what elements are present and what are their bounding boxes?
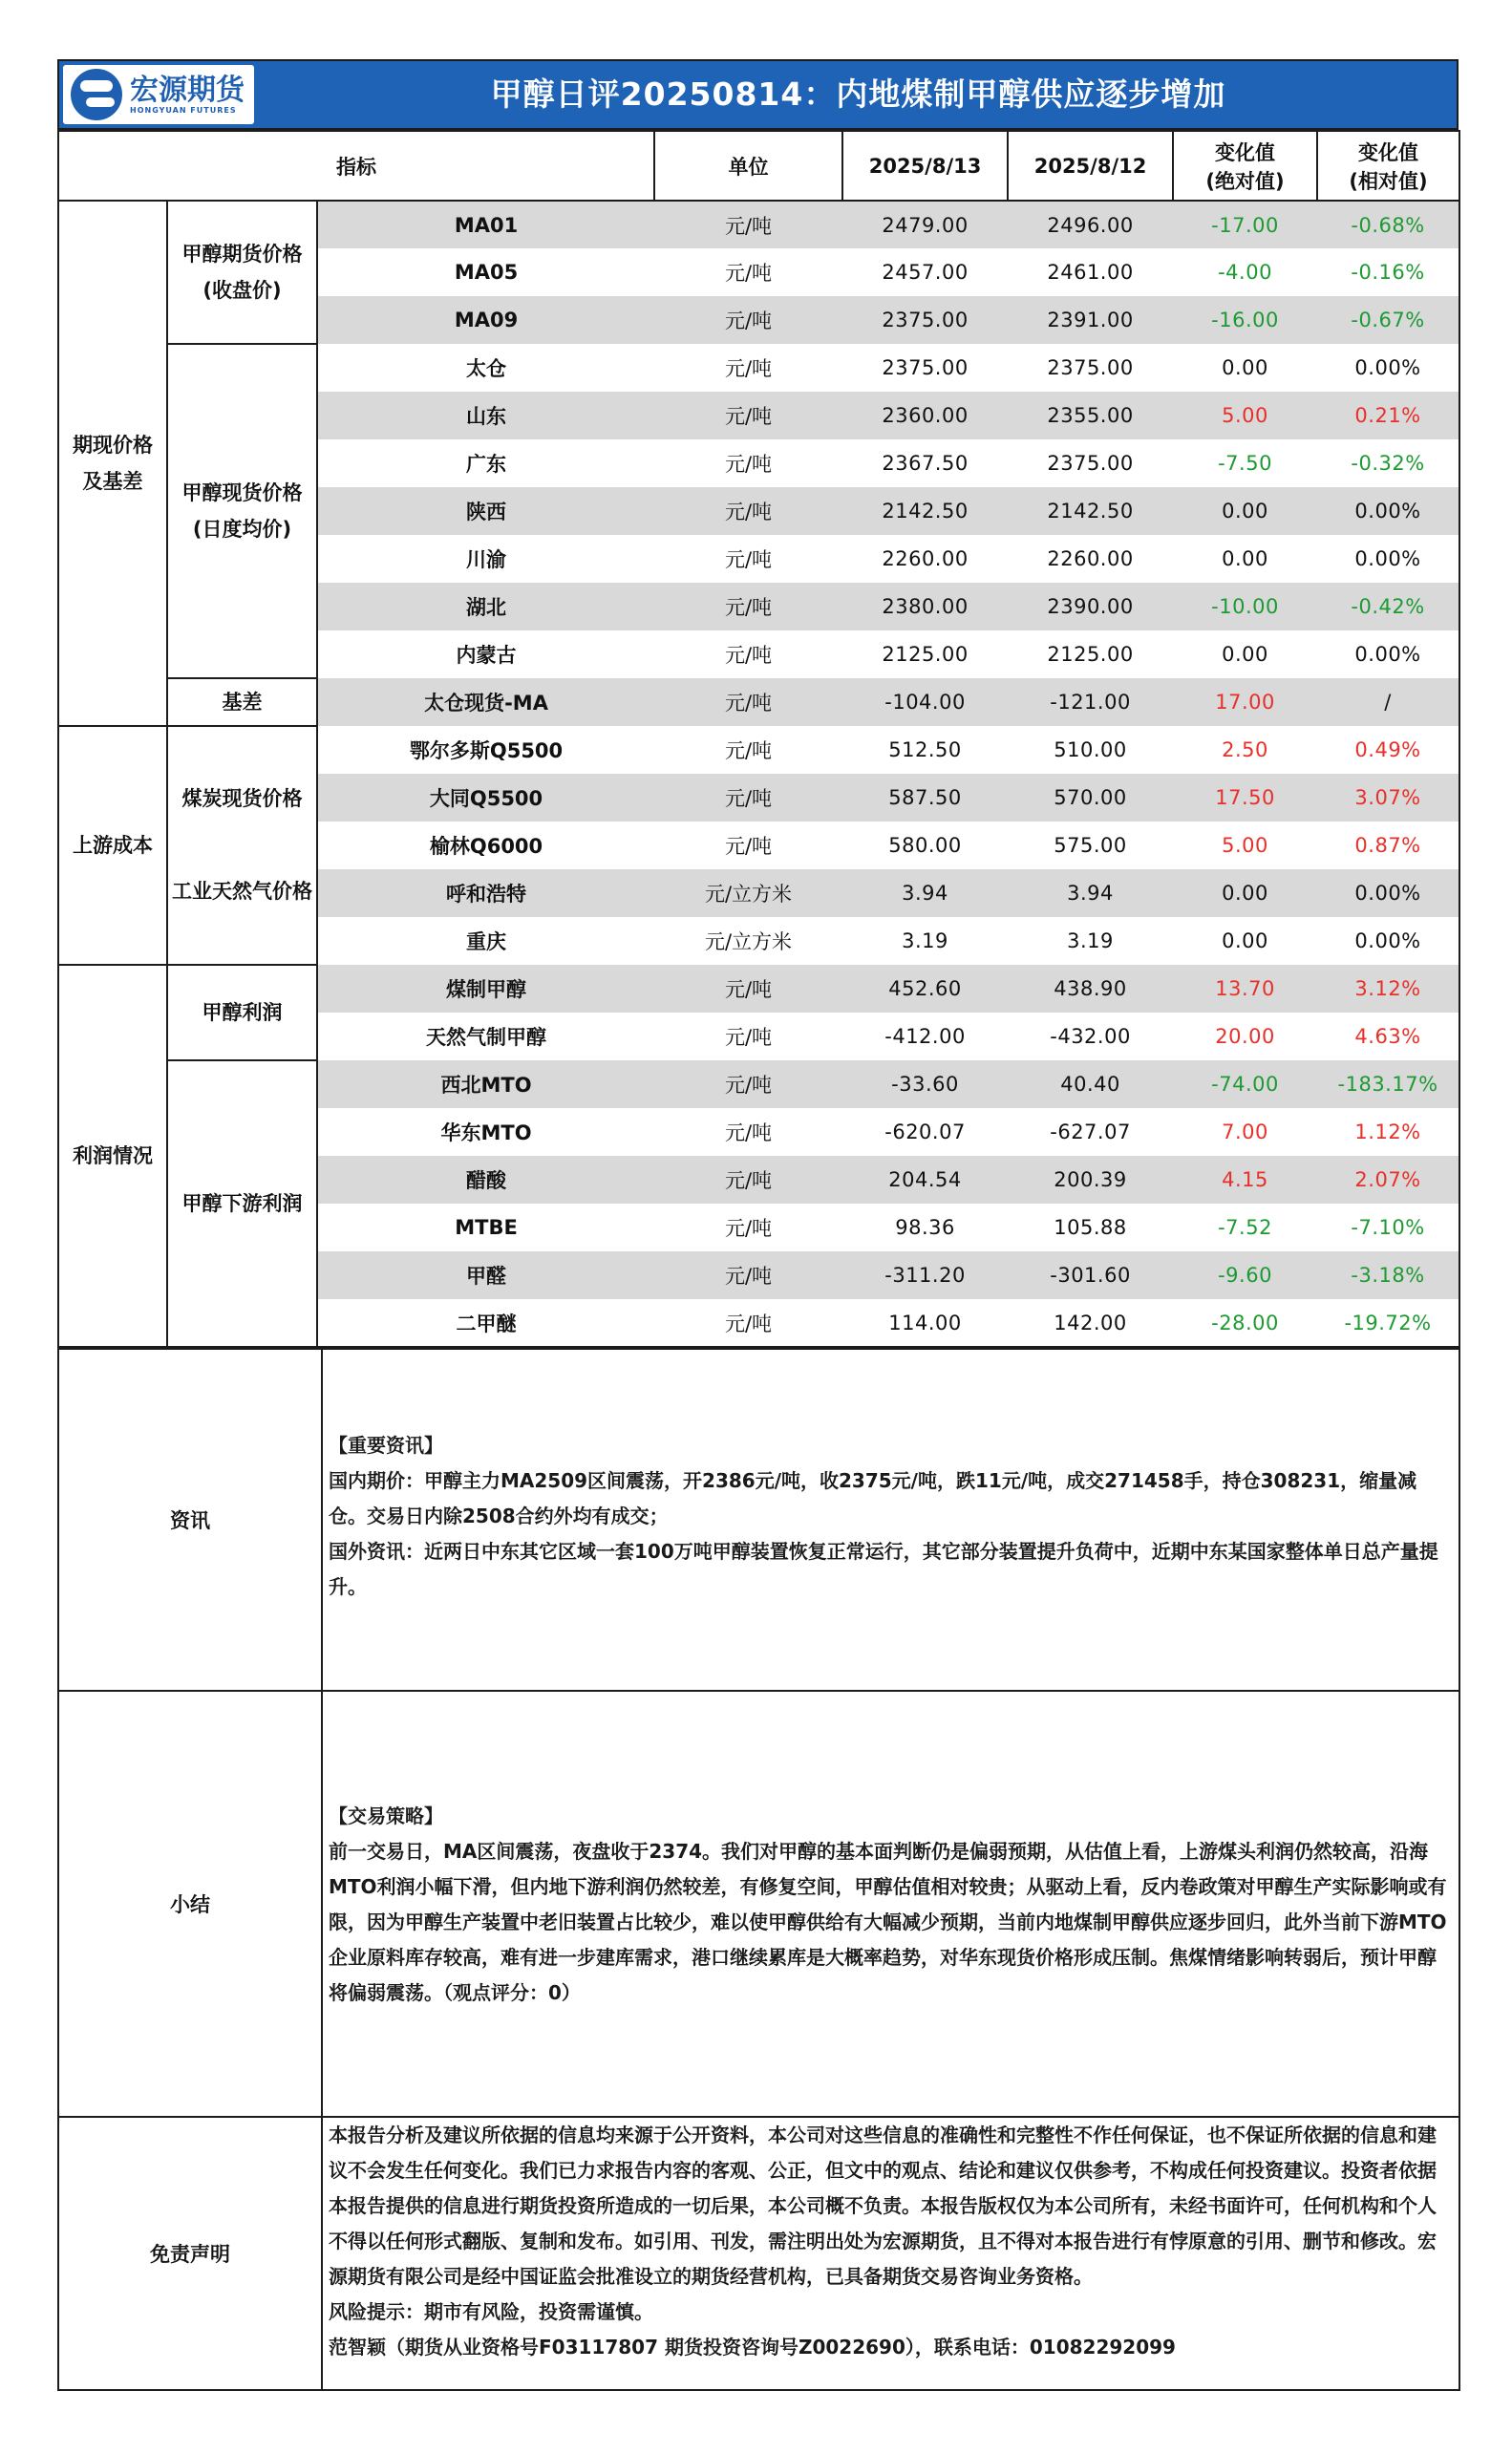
summary-heading: 【交易策略】 (329, 1804, 443, 1827)
value-date1: 3.19 (842, 917, 1008, 965)
value-date2: 2375.00 (1008, 344, 1173, 392)
unit-cell: 元/吨 (654, 1251, 842, 1299)
unit-cell: 元/吨 (654, 248, 842, 296)
indicator-name: MTBE (317, 1204, 654, 1251)
abs-change-cell: 0.00 (1173, 630, 1317, 678)
value-date2: 40.40 (1008, 1060, 1173, 1108)
rel-change-cell: -183.17% (1317, 1060, 1459, 1108)
unit-cell: 元/吨 (654, 774, 842, 822)
subgroup-spot-price: 甲醇现货价格 (日度均价) (167, 344, 317, 678)
summary-label: 小结 (58, 1691, 322, 2117)
indicator-name: 榆林Q6000 (317, 822, 654, 869)
unit-cell: 元/吨 (654, 630, 842, 678)
value-date2: 2142.50 (1008, 487, 1173, 535)
value-date1: 512.50 (842, 726, 1008, 774)
news-domestic: 国内期价：甲醇主力MA2509区间震荡，开2386元/吨，收2375元/吨，跌11元/吨，成交271458手，持仓308231，缩量减仓。交易日内除2508合约外均有成交； (329, 1469, 1417, 1527)
indicator-name: 川渝 (317, 535, 654, 583)
value-date1: 452.60 (842, 965, 1008, 1013)
value-date2: 142.00 (1008, 1299, 1173, 1347)
value-date1: 2125.00 (842, 630, 1008, 678)
indicator-name: 内蒙古 (317, 630, 654, 678)
unit-cell: 元/吨 (654, 726, 842, 774)
unit-cell: 元/吨 (654, 201, 842, 248)
table-row (58, 678, 1459, 726)
subgroup-coal-price: 煤炭现货价格 (167, 726, 317, 869)
data-table (57, 130, 1460, 1348)
logo-english-name: HONGYUAN FUTURES (130, 105, 237, 115)
table-row (58, 344, 1459, 392)
unit-cell: 元/吨 (654, 583, 842, 630)
header-date2: 2025/8/12 (1008, 131, 1173, 201)
unit-cell: 元/立方米 (654, 917, 842, 965)
rel-change-cell: 3.12% (1317, 965, 1459, 1013)
disclaimer-text: 本报告分析及建议所依据的信息均来源于公开资料，本公司对这些信息的准确性和完整性不作任何保证，也不保证所依据的信息和建议不会发生任何变化。我们已力求报告内容的客观、公正，但文中的观点、结论和建议仅供参考，不构成任何投资建议。投资者依据本报告提供的信息进行期货投资所造成的一切后果，本公司概不负责。本报告版权仅为本公司所有，未经书面许可，任何机构和个人不得以任何形式翻版、复制和发布。如引用、刊发，需注明出处为宏源期货，且不得对本报告进行有悖原意的引用、删节和修改。宏源期货有限公司是经中国证监会批准设立的期货经营机构，已具备期货交易咨询业务资格。 (329, 2124, 1437, 2288)
value-date2: -432.00 (1008, 1013, 1173, 1060)
news-foreign: 国外资讯：近两日中东其它区域一套100万吨甲醇装置恢复正常运行，其它部分装置提升负荷中，近期中东某国家整体单日总产量提升。 (329, 1540, 1438, 1598)
indicator-name: 甲醛 (317, 1251, 654, 1299)
indicator-name: 呼和浩特 (317, 869, 654, 917)
subgroup-basis: 基差 (167, 678, 317, 726)
table-body (58, 201, 1459, 1347)
risk-notice: 风险提示：期市有风险，投资需谨慎。 (329, 2300, 653, 2323)
abs-change-cell: 0.00 (1173, 869, 1317, 917)
unit-cell: 元/立方米 (654, 869, 842, 917)
report-sheet (57, 59, 1459, 2391)
rel-change-cell: -0.42% (1317, 583, 1459, 630)
indicator-name: 华东MTO (317, 1108, 654, 1156)
rel-change-cell: 0.00% (1317, 535, 1459, 583)
unit-cell: 元/吨 (654, 1204, 842, 1251)
report-title: 甲醇日评20250814：内地煤制甲醇供应逐步增加 (490, 75, 1226, 113)
abs-change-cell: -16.00 (1173, 296, 1317, 344)
summary-strategy: 前一交易日，MA区间震荡，夜盘收于2374。我们对甲醇的基本面判断仍是偏弱预期，从估值上看，上游煤头利润仍然较高，沿海MTO利润小幅下滑，但内地下游利润仍然较差，有修复空间，甲醇估值相对较贵；从驱动上看，反内卷政策对甲醇生产实际影响或有限，因为甲醇生产装置中老旧装置占比较少，难以使甲醇供给有大幅减少预期，当前内地煤制甲醇供应逐步回归，此外当前下游MTO企业原料库存较高，难有进一步建库需求，港口继续累库是大概率趋势，对华东现货价格形成压制。焦煤情绪影响转弱后，预计甲醇将偏弱震荡。（观点评分：0） (329, 1840, 1447, 2004)
abs-change-cell: -7.52 (1173, 1204, 1317, 1251)
abs-change-cell: -17.00 (1173, 201, 1317, 248)
abs-change-cell: 20.00 (1173, 1013, 1317, 1060)
indicator-name: 山东 (317, 392, 654, 439)
value-date1: 2260.00 (842, 535, 1008, 583)
value-date2: 2260.00 (1008, 535, 1173, 583)
abs-change-cell: 13.70 (1173, 965, 1317, 1013)
rel-change-cell: 0.49% (1317, 726, 1459, 774)
indicator-name: 湖北 (317, 583, 654, 630)
abs-change-line1: 变化值 (1215, 140, 1276, 164)
subgroup-futures-price: 甲醇期货价格 (收盘价) (167, 201, 317, 344)
unit-cell: 元/吨 (654, 822, 842, 869)
value-date2: 200.39 (1008, 1156, 1173, 1204)
value-date1: 3.94 (842, 869, 1008, 917)
header-date1: 2025/8/13 (842, 131, 1008, 201)
indicator-name: 鄂尔多斯Q5500 (317, 726, 654, 774)
abs-change-cell: -28.00 (1173, 1299, 1317, 1347)
abs-change-cell: -74.00 (1173, 1060, 1317, 1108)
abs-change-cell: 5.00 (1173, 822, 1317, 869)
indicator-name: 煤制甲醇 (317, 965, 654, 1013)
value-date1: 2380.00 (842, 583, 1008, 630)
unit-cell: 元/吨 (654, 1156, 842, 1204)
indicator-name: 天然气制甲醇 (317, 1013, 654, 1060)
summary-body (322, 1691, 1459, 2117)
news-heading: 【重要资讯】 (329, 1434, 443, 1457)
value-date2: 3.19 (1008, 917, 1173, 965)
abs-change-cell: -9.60 (1173, 1251, 1317, 1299)
unit-cell: 元/吨 (654, 344, 842, 392)
rel-change-cell: 0.00% (1317, 869, 1459, 917)
value-date1: 2367.50 (842, 439, 1008, 487)
abs-change-cell: 0.00 (1173, 344, 1317, 392)
unit-cell: 元/吨 (654, 296, 842, 344)
value-date1: 2142.50 (842, 487, 1008, 535)
text-sections (57, 1348, 1460, 2391)
indicator-name: MA09 (317, 296, 654, 344)
company-logo (63, 65, 254, 124)
value-date1: 204.54 (842, 1156, 1008, 1204)
abs-change-cell: 5.00 (1173, 392, 1317, 439)
value-date2: 2391.00 (1008, 296, 1173, 344)
value-date1: 2375.00 (842, 296, 1008, 344)
indicator-name: 大同Q5500 (317, 774, 654, 822)
table-row (58, 869, 1459, 917)
value-date1: -104.00 (842, 678, 1008, 726)
unit-cell: 元/吨 (654, 392, 842, 439)
abs-change-cell: 17.00 (1173, 678, 1317, 726)
indicator-name: 太仓 (317, 344, 654, 392)
table-header-row (58, 131, 1459, 201)
news-section (58, 1349, 1459, 1691)
value-date2: 3.94 (1008, 869, 1173, 917)
group-upstream-cost: 上游成本 (58, 726, 167, 965)
indicator-name: 重庆 (317, 917, 654, 965)
abs-change-cell: 4.15 (1173, 1156, 1317, 1204)
indicator-name: 广东 (317, 439, 654, 487)
abs-change-cell: 17.50 (1173, 774, 1317, 822)
value-date2: 2390.00 (1008, 583, 1173, 630)
unit-cell: 元/吨 (654, 1299, 842, 1347)
rel-change-line1: 变化值 (1358, 140, 1419, 164)
group-price-basis: 期现价格 及基差 (58, 201, 167, 726)
table-row (58, 965, 1459, 1013)
unit-cell: 元/吨 (654, 1108, 842, 1156)
rel-change-cell: 0.21% (1317, 392, 1459, 439)
abs-change-line2: (绝对值) (1205, 169, 1285, 193)
subgroup-methanol-profit: 甲醇利润 (167, 965, 317, 1060)
header-abs-change (1173, 131, 1317, 201)
news-body (322, 1349, 1459, 1691)
value-date2: -121.00 (1008, 678, 1173, 726)
abs-change-cell: -10.00 (1173, 583, 1317, 630)
rel-change-cell: 0.00% (1317, 630, 1459, 678)
value-date1: -311.20 (842, 1251, 1008, 1299)
header-rel-change (1317, 131, 1459, 201)
unit-cell: 元/吨 (654, 1060, 842, 1108)
report-header (57, 59, 1459, 130)
value-date1: -33.60 (842, 1060, 1008, 1108)
news-label: 资讯 (58, 1349, 322, 1691)
abs-change-cell: 0.00 (1173, 487, 1317, 535)
value-date1: 2375.00 (842, 344, 1008, 392)
rel-change-cell: 0.87% (1317, 822, 1459, 869)
abs-change-cell: -4.00 (1173, 248, 1317, 296)
rel-change-cell: 0.00% (1317, 917, 1459, 965)
indicator-name: 陕西 (317, 487, 654, 535)
value-date1: 2457.00 (842, 248, 1008, 296)
value-date2: 2496.00 (1008, 201, 1173, 248)
abs-change-cell: 7.00 (1173, 1108, 1317, 1156)
rel-change-cell: 0.00% (1317, 344, 1459, 392)
table-row (58, 1060, 1459, 1108)
abs-change-cell: 0.00 (1173, 535, 1317, 583)
value-date2: 438.90 (1008, 965, 1173, 1013)
rel-change-cell: -3.18% (1317, 1251, 1459, 1299)
value-date2: 105.88 (1008, 1204, 1173, 1251)
rel-change-cell: -0.16% (1317, 248, 1459, 296)
indicator-name: 太仓现货-MA (317, 678, 654, 726)
value-date2: 2125.00 (1008, 630, 1173, 678)
unit-cell: 元/吨 (654, 678, 842, 726)
abs-change-cell: -7.50 (1173, 439, 1317, 487)
value-date2: 2355.00 (1008, 392, 1173, 439)
rel-change-cell: -0.32% (1317, 439, 1459, 487)
abs-change-cell: 0.00 (1173, 917, 1317, 965)
value-date1: 2479.00 (842, 201, 1008, 248)
rel-change-cell: -19.72% (1317, 1299, 1459, 1347)
unit-cell: 元/吨 (654, 439, 842, 487)
subgroup-gas-price: 工业天然气价格 (167, 869, 317, 965)
logo-mark-icon (71, 69, 122, 120)
rel-change-cell: 4.63% (1317, 1013, 1459, 1060)
rel-change-cell: -0.68% (1317, 201, 1459, 248)
value-date1: 587.50 (842, 774, 1008, 822)
table-row (58, 726, 1459, 774)
unit-cell: 元/吨 (654, 487, 842, 535)
indicator-name: MA01 (317, 201, 654, 248)
header-unit: 单位 (654, 131, 842, 201)
analyst-info: 范智颖（期货从业资格号F03117807 期货投资咨询号Z0022690），联系电话：01082292099 (329, 2336, 1176, 2359)
unit-cell: 元/吨 (654, 965, 842, 1013)
value-date2: 510.00 (1008, 726, 1173, 774)
value-date1: -620.07 (842, 1108, 1008, 1156)
disclaimer-body (322, 2117, 1459, 2390)
summary-section (58, 1691, 1459, 2117)
group-profit: 利润情况 (58, 965, 167, 1347)
table-row (58, 201, 1459, 248)
indicator-name: 西北MTO (317, 1060, 654, 1108)
rel-change-cell: / (1317, 678, 1459, 726)
rel-change-cell: 3.07% (1317, 774, 1459, 822)
value-date2: 2375.00 (1008, 439, 1173, 487)
rel-change-line2: (相对值) (1349, 169, 1428, 193)
unit-cell: 元/吨 (654, 535, 842, 583)
value-date1: 98.36 (842, 1204, 1008, 1251)
rel-change-cell: -0.67% (1317, 296, 1459, 344)
header-indicator: 指标 (58, 131, 654, 201)
value-date1: -412.00 (842, 1013, 1008, 1060)
indicator-name: 二甲醚 (317, 1299, 654, 1347)
value-date2: 575.00 (1008, 822, 1173, 869)
rel-change-cell: 0.00% (1317, 487, 1459, 535)
rel-change-cell: 1.12% (1317, 1108, 1459, 1156)
abs-change-cell: 2.50 (1173, 726, 1317, 774)
value-date2: -627.07 (1008, 1108, 1173, 1156)
value-date2: -301.60 (1008, 1251, 1173, 1299)
rel-change-cell: -7.10% (1317, 1204, 1459, 1251)
disclaimer-label: 免责声明 (58, 2117, 322, 2390)
value-date1: 580.00 (842, 822, 1008, 869)
value-date1: 114.00 (842, 1299, 1008, 1347)
value-date2: 2461.00 (1008, 248, 1173, 296)
indicator-name: MA05 (317, 248, 654, 296)
logo-chinese-name: 宏源期货 (130, 73, 245, 107)
rel-change-cell: 2.07% (1317, 1156, 1459, 1204)
value-date2: 570.00 (1008, 774, 1173, 822)
subgroup-downstream-profit: 甲醇下游利润 (167, 1060, 317, 1347)
unit-cell: 元/吨 (654, 1013, 842, 1060)
disclaimer-section (58, 2117, 1459, 2390)
value-date1: 2360.00 (842, 392, 1008, 439)
logo-text (130, 75, 245, 115)
indicator-name: 醋酸 (317, 1156, 654, 1204)
